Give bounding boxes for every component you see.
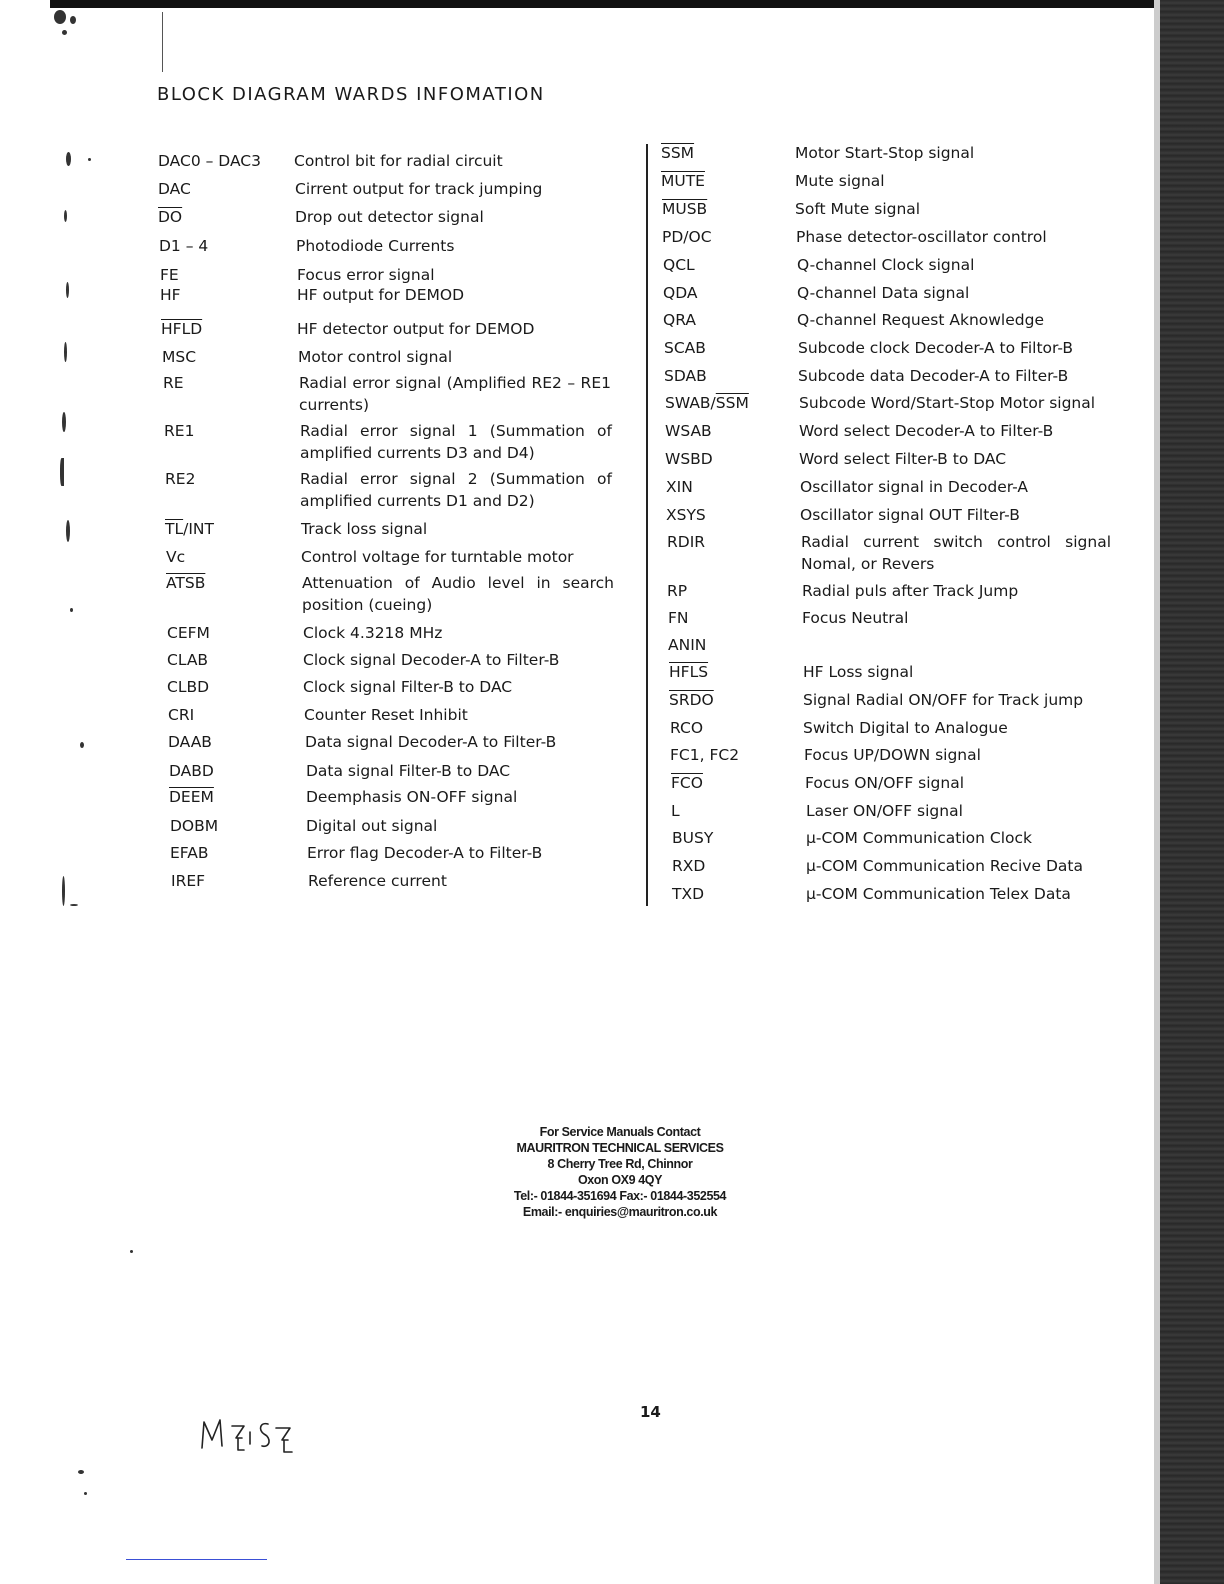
- signal-description: Data signal Filter-B to DAC: [306, 762, 511, 780]
- signal-description: Deemphasis ON-OFF signal: [306, 788, 518, 806]
- signal-term-suffix: /INT: [183, 520, 214, 538]
- signal-term: XIN: [666, 478, 693, 496]
- signal-description: Laser ON/OFF signal: [806, 802, 963, 820]
- signal-description: Focus UP/DOWN signal: [804, 746, 981, 764]
- signal-description: Focus ON/OFF signal: [805, 774, 965, 792]
- signal-term: SRDO: [669, 691, 714, 709]
- signal-term: DAC0 – DAC3: [158, 152, 261, 170]
- signal-description: Track loss signal: [301, 520, 428, 538]
- signal-term: BUSY: [672, 829, 714, 847]
- signal-description: Phase detector-oscillator control: [796, 228, 1047, 246]
- signal-description: Motor Start-Stop signal: [795, 144, 975, 162]
- signal-description: μ-COM Communication Telex Data: [806, 885, 1071, 903]
- signal-term: $\overline{SSM}$: [661, 144, 695, 162]
- signal-term: SDAB: [664, 367, 707, 385]
- signal-description: Signal Radial ON/OFF for Track jump: [803, 691, 1084, 709]
- signal-term: HFLS: [669, 663, 709, 681]
- page-number: 14: [640, 1403, 661, 1421]
- signal-term: FN: [668, 609, 689, 627]
- contact-email: Email:- enquiries@mauritron.co.uk: [522, 1205, 718, 1219]
- signal-term-overlined: $\overline{TL}$: [165, 520, 184, 538]
- signal-term: D1 – 4: [159, 237, 209, 255]
- signal-description: Reference current: [308, 872, 447, 890]
- signal-description: Clock signal Filter-B to DAC: [303, 678, 513, 696]
- signal-description: Clock 4.3218 MHz: [303, 624, 443, 642]
- signal-description: Oscillator signal OUT Filter-B: [800, 506, 1020, 524]
- signal-term-prefix: SWAB/: [665, 394, 716, 412]
- signal-term: DOBM: [170, 817, 219, 835]
- signal-term: WSAB: [665, 422, 712, 440]
- signal-term: ATSB: [166, 574, 206, 592]
- signal-term: EFAB: [170, 844, 209, 862]
- signal-description: Motor control signal: [298, 348, 453, 366]
- signal-term: HF: [160, 286, 181, 304]
- contact-address: 8 Cherry Tree Rd, Chinnor: [547, 1157, 693, 1171]
- contact-postcode: Oxon OX9 4QY: [577, 1173, 663, 1187]
- signal-description: HF detector output for DEMOD: [297, 320, 535, 338]
- signal-term: RP: [667, 582, 688, 600]
- signal-description: Radial error signal 2 (Summation of amplified currents D1 and D2): [300, 470, 612, 510]
- signal-description: Soft Mute signal: [795, 200, 921, 218]
- signal-description: Digital out signal: [306, 817, 438, 835]
- signal-term: $\overline{DO}$: [158, 208, 183, 226]
- signal-term: IREF: [171, 872, 206, 890]
- signal-description: Subcode data Decoder-A to Filter-B: [798, 367, 1069, 385]
- signal-term: CEFM: [167, 624, 210, 642]
- signal-term: [665, 392, 749, 414]
- column-divider: [646, 144, 648, 906]
- signal-description: μ-COM Communication Recive Data: [806, 857, 1083, 875]
- signal-description: Control voltage for turntable motor: [301, 548, 574, 566]
- signal-term: WSBD: [665, 450, 713, 468]
- signal-description: HF output for DEMOD: [297, 286, 465, 304]
- signal-description: Radial puls after Track Jump: [802, 582, 1019, 600]
- signal-description: Switch Digital to Analogue: [803, 719, 1008, 737]
- signal-description: Control bit for radial circuit: [294, 152, 503, 170]
- signal-term: MUSB: [662, 200, 708, 218]
- signal-term: RE: [163, 374, 184, 392]
- signal-description: Word select Decoder-A to Filter-B: [799, 422, 1054, 440]
- footer-rule: [126, 1559, 267, 1560]
- signal-description: Counter Reset Inhibit: [304, 706, 468, 724]
- signal-description: μ-COM Communication Clock: [806, 829, 1032, 847]
- signal-description: Radial current switch control signal Nomal, or Revers: [801, 533, 1111, 573]
- signal-description: Focus error signal: [297, 266, 435, 284]
- signal-description: Error flag Decoder-A to Filter-B: [307, 844, 543, 862]
- signal-description: Attenuation of Audio level in search position (cueing): [302, 574, 614, 614]
- signal-description: Q-channel Request Aknowledge: [797, 311, 1044, 329]
- signal-term: DABD: [169, 762, 214, 780]
- signal-term: QCL: [663, 256, 695, 274]
- signal-description: Drop out detector signal: [295, 208, 484, 226]
- signal-term: Vc: [166, 548, 186, 566]
- signal-description: Radial error signal (Amplified RE2 – RE1 currents): [299, 374, 611, 414]
- signal-term: RDIR: [667, 533, 706, 551]
- handwritten-note: [192, 1410, 312, 1460]
- signal-term: QDA: [663, 284, 698, 302]
- signal-description: Clock signal Decoder-A to Filter-B: [303, 651, 560, 669]
- signal-description: Subcode Word/Start-Stop Motor signal: [799, 394, 1096, 412]
- contact-company: MAURITRON TECHNICAL SERVICES: [516, 1141, 724, 1155]
- signal-description: Radial error signal 1 (Summation of amplified currents D3 and D4): [300, 422, 612, 462]
- signal-term: ANIN: [668, 636, 707, 654]
- signal-term: QRA: [663, 311, 696, 329]
- signal-term: MUTE: [661, 172, 705, 190]
- scan-right-edge: [1160, 0, 1224, 1584]
- signal-term: HFLD: [161, 320, 203, 338]
- signal-description: Photodiode Currents: [296, 237, 455, 255]
- signal-term: L: [671, 802, 680, 820]
- signal-term: CLBD: [167, 678, 210, 696]
- signal-description: Cirrent output for track jumping: [295, 180, 543, 198]
- signal-term: CLAB: [167, 651, 209, 669]
- signal-term: MSC: [162, 348, 197, 366]
- scan-left-margin-specks: [40, 0, 150, 1500]
- signal-term: $\overline{FCO}$: [671, 774, 703, 792]
- contact-heading: For Service Manuals Contact: [539, 1125, 701, 1139]
- signal-description: Subcode clock Decoder-A to Filtor-B: [798, 339, 1074, 357]
- service-contact-stamp: [488, 1124, 752, 1220]
- signal-term: DEEM: [169, 788, 214, 806]
- signal-description: Data signal Decoder-A to Filter-B: [305, 733, 557, 751]
- signal-term: [165, 518, 214, 540]
- signal-term: FE: [160, 266, 179, 284]
- scan-left-mark: [162, 12, 163, 72]
- signal-description: Word select Filter-B to DAC: [799, 450, 1007, 468]
- scan-top-border: [50, 0, 1160, 8]
- signal-description: HF Loss signal: [803, 663, 914, 681]
- signal-term: RE1: [164, 422, 195, 440]
- signal-term: RCO: [670, 719, 704, 737]
- signal-term: CRI: [168, 706, 195, 724]
- signal-term: RXD: [672, 857, 706, 875]
- signal-term: PD/OC: [662, 228, 712, 246]
- signal-description: Oscillator signal in Decoder-A: [800, 478, 1028, 496]
- signal-term: SCAB: [664, 339, 706, 357]
- signal-description: Focus Neutral: [802, 609, 909, 627]
- signal-term: FC1, FC2: [670, 746, 740, 764]
- signal-term: TXD: [672, 885, 705, 903]
- signal-term: DAAB: [168, 733, 212, 751]
- signal-term: XSYS: [666, 506, 706, 524]
- signal-description: Mute signal: [795, 172, 885, 190]
- contact-phone-fax: Tel:- 01844-351694 Fax:- 01844-352554: [513, 1189, 727, 1203]
- signal-term: DAC: [158, 180, 191, 198]
- signal-term: RE2: [165, 470, 196, 488]
- signal-description: Q-channel Data signal: [797, 284, 970, 302]
- page-title: BLOCK DIAGRAM WARDS INFOMATION: [157, 84, 545, 105]
- signal-term-overlined: $\overline{SSM}$: [715, 394, 749, 412]
- signal-description: Q-channel Clock signal: [797, 256, 975, 274]
